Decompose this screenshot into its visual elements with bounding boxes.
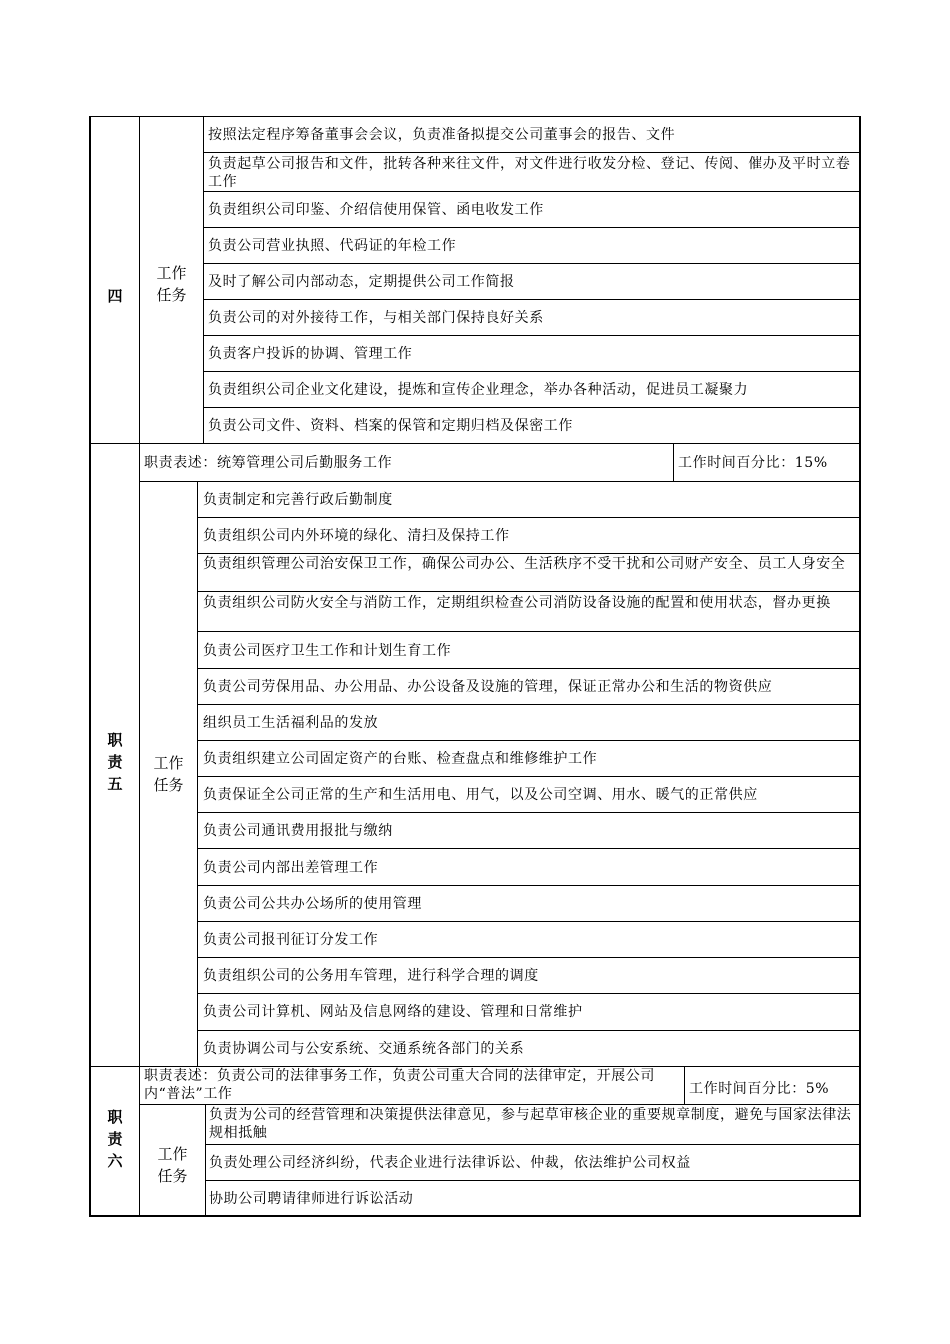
row-divider [197, 1030, 861, 1031]
col-divider [197, 481, 198, 1066]
row-divider [197, 591, 861, 592]
col-divider [673, 443, 674, 481]
task-label [140, 1143, 205, 1187]
row-divider [205, 1144, 861, 1145]
time-percentage: 工作时间百分比：15% [678, 455, 828, 471]
task-item: 组织员工生活福利品的发放 [203, 715, 379, 731]
row-divider [203, 152, 861, 153]
duty-statement: 职责表述：统筹管理公司后勤服务工作 [144, 455, 393, 471]
task-item: 协助公司聘请律师进行诉讼活动 [209, 1191, 414, 1207]
row-divider [203, 263, 861, 264]
task-label-line: 工作 [157, 1145, 188, 1163]
task-item: 负责公司通讯费用报批与缴纳 [203, 823, 393, 839]
table-border-right [859, 116, 861, 1217]
task-label [140, 262, 203, 306]
task-item: 负责协调公司与公安系统、交通系统各部门的关系 [203, 1041, 525, 1057]
col-divider [203, 116, 204, 443]
task-item: 负责公司的对外接待工作，与相关部门保持良好关系 [208, 310, 544, 326]
row-divider [197, 812, 861, 813]
row-divider [203, 191, 861, 192]
table-border-left [89, 116, 91, 1217]
section-number [91, 1106, 139, 1172]
section-number [91, 729, 139, 795]
task-item: 负责保证全公司正常的生产和生活用电、用气，以及公司空调、用水、暖气的正常供应 [203, 787, 758, 803]
row-divider [203, 407, 861, 408]
row-divider [197, 885, 861, 886]
duty-statement: 职责表述：负责公司的法律事务工作，负责公司重大合同的法律审定，开展公司内“普法”工作 [144, 1068, 655, 1102]
table-border-top [89, 116, 861, 117]
row-divider [197, 631, 861, 632]
row-divider [203, 299, 861, 300]
row-divider [197, 993, 861, 994]
task-item: 负责公司报刊征订分发工作 [203, 932, 379, 948]
task-item: 负责组织管理公司治安保卫工作，确保公司办公、生活秩序不受干扰和公司财产安全、员工人身安全 [203, 556, 846, 572]
task-item: 负责组织公司的公务用车管理，进行科学合理的调度 [203, 968, 539, 984]
task-item: 负责组织公司印鉴、介绍信使用保管、函电收发工作 [208, 202, 544, 218]
row-divider [203, 227, 861, 228]
task-item: 负责客户投诉的协调、管理工作 [208, 346, 413, 362]
row-divider [139, 481, 861, 482]
row-divider [197, 848, 861, 849]
task-label-line: 任务 [153, 776, 184, 794]
row-divider [197, 704, 861, 705]
section-divider [89, 443, 861, 444]
row-divider [197, 517, 861, 518]
task-item: 负责起草公司报告和文件，批转各种来往文件，对文件进行收发分检、登记、传阅、催办及平时立卷工作 [208, 156, 851, 190]
task-item: 负责组织公司防火安全与消防工作，定期组织检查公司消防设备设施的配置和使用状态，督办更换 [203, 595, 831, 611]
row-divider [197, 776, 861, 777]
row-divider [197, 668, 861, 669]
task-item: 负责公司劳保用品、办公用品、办公设备及设施的管理，保证正常办公和生活的物资供应 [203, 679, 773, 695]
row-divider [139, 1104, 861, 1105]
row-divider [197, 553, 861, 554]
task-item: 负责组织公司企业文化建设，提炼和宣传企业理念，举办各种活动，促进员工凝聚力 [208, 382, 749, 398]
task-item: 负责处理公司经济纠纷，代表企业进行法律诉讼、仲裁，依法维护公司权益 [209, 1155, 691, 1171]
section-number: 四 [107, 287, 123, 305]
section-number-char: 六 [107, 1152, 123, 1170]
task-item: 负责公司医疗卫生工作和计划生育工作 [203, 643, 452, 659]
task-item: 负责为公司的经营管理和决策提供法律意见，参与起草审核企业的重要规章制度，避免与国家法律法规相抵触 [209, 1107, 852, 1141]
row-divider [197, 957, 861, 958]
time-percentage: 工作时间百分比：5% [689, 1081, 830, 1097]
col-divider [139, 1066, 140, 1215]
task-label-line: 任务 [157, 1167, 188, 1185]
section-number-char: 责 [107, 753, 123, 771]
task-item: 负责组织建立公司固定资产的台账、检查盘点和维修维护工作 [203, 751, 598, 767]
task-item: 负责公司内部出差管理工作 [203, 860, 379, 876]
row-divider [203, 371, 861, 372]
table-border-bottom [89, 1215, 861, 1217]
section-number-char: 五 [107, 775, 123, 793]
task-item: 及时了解公司内部动态，定期提供公司工作简报 [208, 274, 515, 290]
task-item: 负责制定和完善行政后勤制度 [203, 492, 393, 508]
section-number-char: 职 [107, 1108, 123, 1126]
task-label-line: 工作 [153, 754, 184, 772]
row-divider [205, 1180, 861, 1181]
task-item: 负责公司文件、资料、档案的保管和定期归档及保密工作 [208, 418, 573, 434]
task-label-line: 工作 [156, 264, 187, 282]
task-item: 负责公司计算机、网站及信息网络的建设、管理和日常维护 [203, 1004, 583, 1020]
task-label-line: 任务 [156, 286, 187, 304]
section-number-char: 职 [107, 731, 123, 749]
task-item: 负责组织公司内外环境的绿化、清扫及保持工作 [203, 528, 510, 544]
col-divider [205, 1104, 206, 1215]
row-divider [197, 740, 861, 741]
task-item: 负责公司营业执照、代码证的年检工作 [208, 238, 457, 254]
row-divider [197, 921, 861, 922]
task-label [140, 752, 197, 796]
row-divider [203, 335, 861, 336]
task-item: 按照法定程序筹备董事会会议，负责准备拟提交公司董事会的报告、文件 [208, 127, 676, 143]
col-divider [684, 1066, 685, 1104]
section-number-char: 责 [107, 1130, 123, 1148]
task-item: 负责公司公共办公场所的使用管理 [203, 896, 422, 912]
